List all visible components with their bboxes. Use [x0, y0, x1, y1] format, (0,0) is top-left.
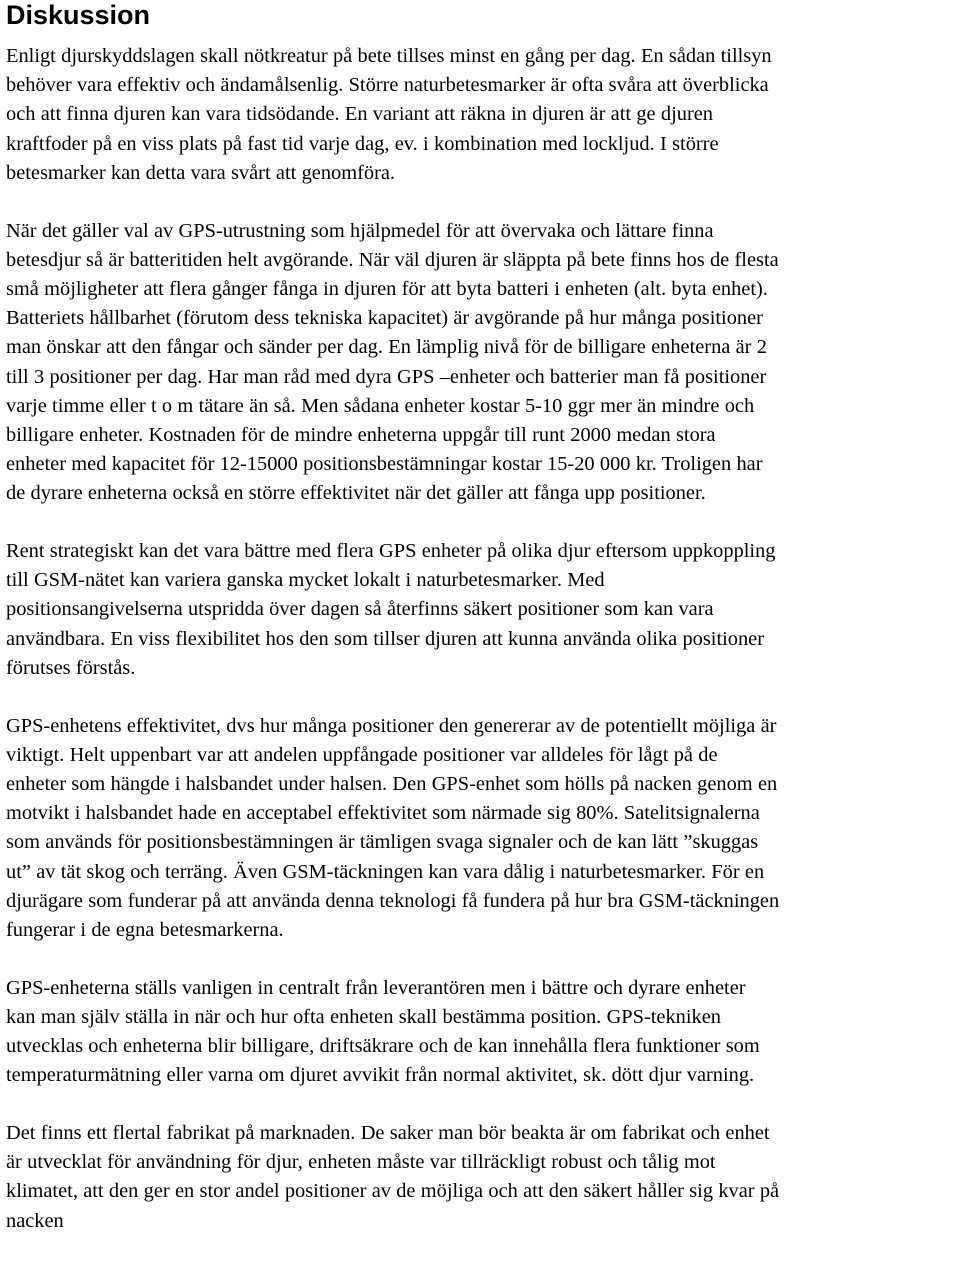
text-line: Enligt djurskyddslagen skall nötkreatur på bete tillses minst en gång per dag. En sådan tillsyn: [6, 45, 772, 67]
text-line: GPS-enhetens effektivitet, dvs hur många positioner den genererar av de potentiellt möjliga är: [6, 714, 777, 737]
text-line: som används för positionsbestämningen är tämligen svaga signaler och de kan lätt ”skuggas: [6, 831, 759, 854]
text-line: ut” av tät skog och terräng. Även GSM-täckningen kan vara dålig i naturbetesmarker. För en: [6, 860, 765, 883]
text-line: de dyrare enheterna också en större effektivitet när det gäller att fånga upp positioner.: [6, 482, 706, 505]
text-line: betesmarker kan detta vara svårt att genomföra.: [6, 161, 396, 184]
text-line: fungerar i de egna betesmarkerna.: [6, 918, 284, 941]
text-line: små möjligheter att flera gånger fånga in djuren för att byta batteri i enheten (alt. byta enhet).: [6, 277, 768, 300]
page-title: Diskussion: [6, 0, 151, 30]
document-page: [6, 0, 956, 1264]
text-line: Det finns ett flertal fabrikat på marknaden. De saker man bör beakta är om fabrikat och enhet: [6, 1122, 770, 1144]
text-line: och att finna djuren kan vara tidsödande. En variant att räkna in djuren är att ge djuren: [6, 103, 713, 126]
text-line: användbara. En viss flexibilitet hos den som tillser djuren att kunna använda olika positioner: [6, 627, 765, 650]
paragraph-6: [6, 1119, 956, 1236]
text-line: Batteriets hållbarhet (förutom dess tekniska kapacitet) är avgörande på hur många positioner: [6, 307, 763, 330]
text-line: till GSM-nätet kan variera ganska mycket lokalt i naturbetesmarker. Med: [6, 569, 605, 592]
text-line: behöver vara effektiv och ändamålsenlig. Större naturbetesmarker är ofta svåra att överblicka: [6, 74, 769, 97]
text-line: betesdjur så är batteritiden helt avgörande. När väl djuren är släppta på bete finns hos de flesta: [6, 248, 779, 271]
text-line: djurägare som funderar på att använda denna teknologi få fundera på hur bra GSM-täckningen: [6, 889, 780, 912]
paragraph-3: [6, 537, 956, 683]
text-line: man önskar att den fångar och sänder per dag. En lämplig nivå för de billigare enheterna är 2: [6, 336, 767, 359]
text-line: När det gäller val av GPS-utrustning som hjälpmedel för att övervaka och lättare finna: [6, 219, 714, 242]
text-line: billigare enheter. Kostnaden för de mindre enheterna uppgår till runt 2000 medan stora: [6, 423, 716, 446]
text-line: kraftfoder på en viss plats på fast tid varje dag, ev. i kombination med lockljud. I större: [6, 132, 719, 155]
paragraph-1: [6, 42, 956, 188]
text-line: Rent strategiskt kan det vara bättre med flera GPS enheter på olika djur eftersom uppkoppling: [6, 540, 776, 563]
text-line: utvecklas och enheterna blir billigare, driftsäkrare och de kan innehålla flera funktioner som: [6, 1035, 760, 1058]
text-line: positionsangivelserna utspridda över dagen så återfinns säkert positioner som kan vara: [6, 598, 714, 621]
text-line: klimatet, att den ger en stor andel positioner av de möjliga och att den säkert håller sig kvar på: [6, 1180, 780, 1203]
text-line: temperaturmätning eller varna om djuret avvikit från normal aktivitet, sk. dött djur varning.: [6, 1064, 755, 1087]
text-line: enheter med kapacitet för 12-15000 positionsbestämningar kostar 15-20 000 kr. Troligen har: [6, 453, 763, 476]
text-line: viktigt. Helt uppenbart var att andelen uppfångade positioner var alldeles för lågt på de: [6, 743, 718, 766]
text-line: motvikt i halsbandet hade en acceptabel effektivitet som närmade sig 80%. Satelitsignalerna: [6, 802, 760, 825]
paragraph-4: [6, 712, 956, 946]
paragraph-5: [6, 974, 956, 1091]
text-line: förutses förstås.: [6, 656, 136, 679]
text-line: nacken: [6, 1209, 64, 1232]
text-line: varje timme eller t o m tätare än så. Men sådana enheter kostar 5-10 ggr mer än mindre och: [6, 394, 755, 417]
text-line: är utvecklat för användning för djur, enheten måste var tillräckligt robust och tålig mot: [6, 1151, 716, 1174]
text-line: enheter som hängde i halsbandet under halsen. Den GPS-enhet som hölls på nacken genom en: [6, 772, 778, 795]
text-line: GPS-enheterna ställs vanligen in centralt från leverantören men i bättre och dyrare enheter: [6, 976, 746, 999]
text-line: till 3 positioner per dag. Har man råd med dyra GPS –enheter och batterier man få positioner: [6, 365, 767, 388]
text-line: kan man själv ställa in när och hur ofta enheten skall bestämma position. GPS-tekniken: [6, 1005, 721, 1028]
paragraph-2: [6, 217, 956, 509]
